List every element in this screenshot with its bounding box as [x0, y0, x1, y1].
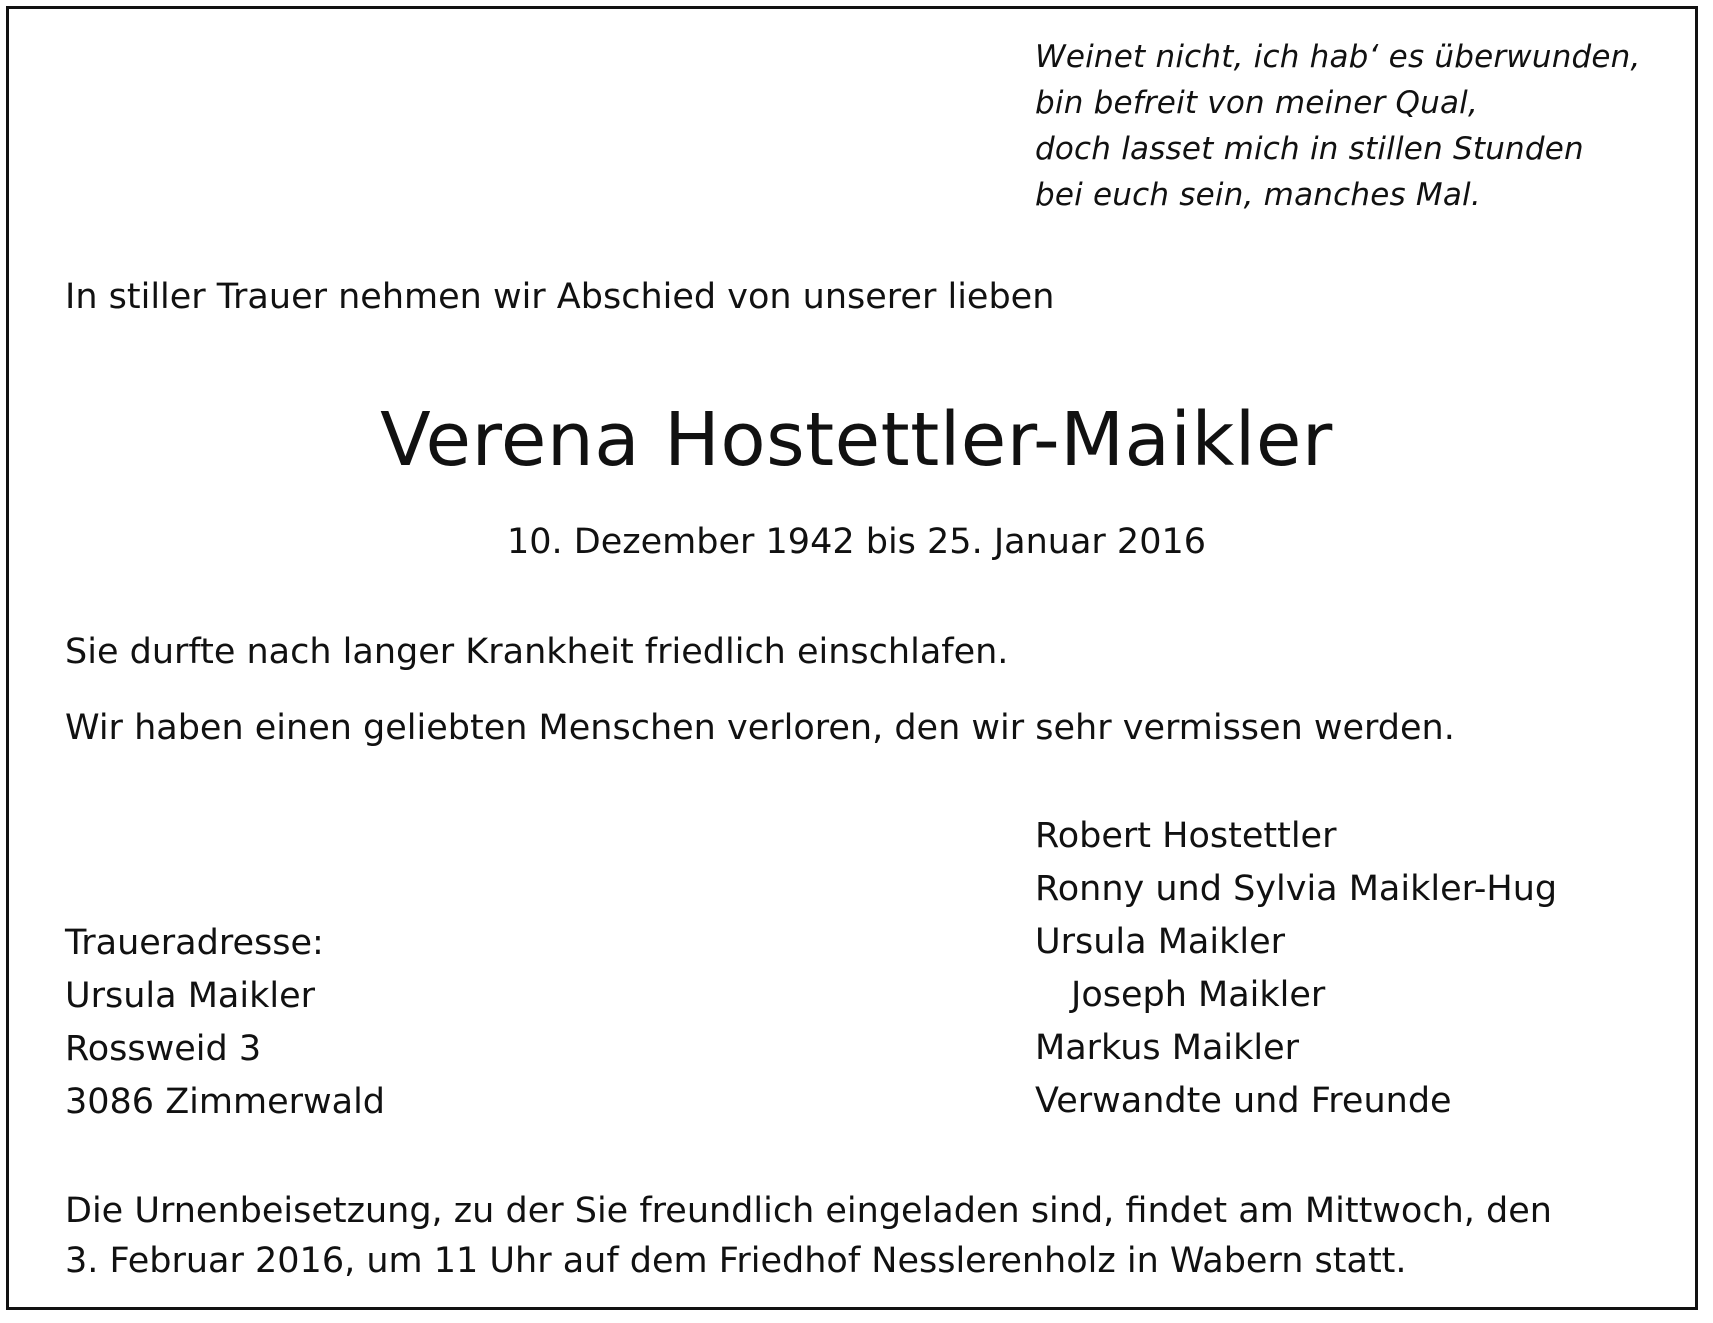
life-dates: 10. Dezember 1942 bis 25. Januar 2016: [507, 522, 1206, 562]
mourner: Joseph Maikler: [1071, 975, 1326, 1015]
poem: [1035, 34, 1641, 218]
mourning-address: [65, 917, 385, 1129]
poem-line: Weinet nicht, ich hab‘ es überwunden,: [1035, 39, 1641, 75]
intro-text: In stiller Trauer nehmen wir Abschied von unserer lieben: [65, 277, 1055, 317]
address-street: Rossweid 3: [65, 1029, 262, 1069]
statement-missed: Wir haben einen geliebten Menschen verloren, den wir sehr vermissen werden.: [65, 708, 1455, 748]
poem-line: bei euch sein, manches Mal.: [1035, 177, 1481, 213]
mourner: Robert Hostettler: [1035, 816, 1337, 856]
poem-line: bin befreit von meiner Qual,: [1035, 85, 1479, 121]
funeral-details-line: Die Urnenbeisetzung, zu der Sie freundlich eingeladen sind, findet am Mittwoch, den: [65, 1191, 1552, 1231]
mourner: Verwandte und Freunde: [1035, 1081, 1452, 1121]
address-name: Ursula Maikler: [65, 976, 316, 1016]
deceased-name: Verena Hostettler-Maikler: [380, 397, 1333, 483]
address-heading: Traueradresse:: [65, 923, 324, 963]
funeral-details: [65, 1186, 1665, 1286]
mourners-list: [1035, 810, 1557, 1128]
mourner: Markus Maikler: [1035, 1028, 1300, 1068]
mourner: Ronny und Sylvia Maikler-Hug: [1035, 869, 1558, 909]
mourner: Ursula Maikler: [1035, 922, 1286, 962]
funeral-details-line: 3. Februar 2016, um 11 Uhr auf dem Friedhof Nesslerenholz in Wabern statt.: [65, 1241, 1407, 1281]
poem-line: doch lasset mich in stillen Stunden: [1035, 131, 1584, 167]
statement-peaceful: Sie durfte nach langer Krankheit friedlich einschlafen.: [65, 632, 1009, 672]
address-city: 3086 Zimmerwald: [65, 1082, 386, 1122]
